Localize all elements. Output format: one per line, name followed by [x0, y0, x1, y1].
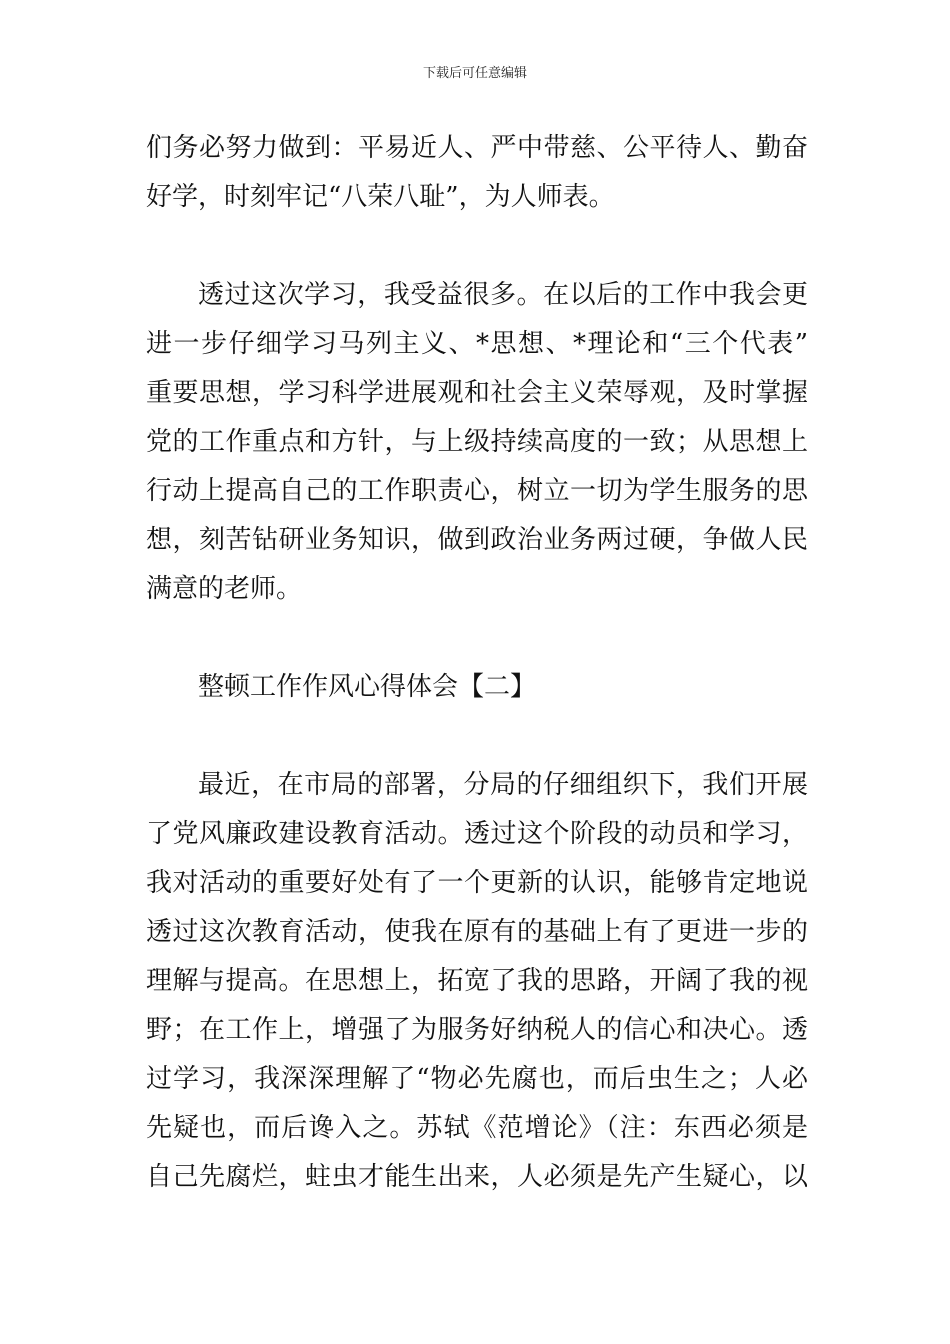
- paragraph-gap: [146, 222, 808, 271]
- text-line: 理解与提高。在思想上，拓宽了我的思路，开阔了我的视: [146, 966, 808, 996]
- text-line: 先疑也，而后谗入之。苏轼《范增论》（注：东西必须是: [146, 1113, 808, 1143]
- text-line: 党的工作重点和方针，与上级持续高度的一致；从思想上: [146, 427, 808, 457]
- text-line: 想，刻苦钻研业务知识，做到政治业务两过硬，争做人民: [146, 525, 808, 555]
- paragraph-gap: [146, 614, 808, 663]
- paragraph-1: [146, 124, 808, 222]
- text-line: 满意的老师。: [146, 574, 303, 604]
- paragraph-gap: [146, 712, 808, 761]
- text-line: 行动上提高自己的工作职责心，树立一切为学生服务的思: [146, 476, 808, 506]
- text-line: 了党风廉政建设教育活动。透过这个阶段的动员和学习，: [146, 819, 808, 849]
- text-line: 自己先腐烂，蛀虫才能生出来，人必须是先产生疑心，以: [146, 1162, 808, 1192]
- paragraph-3: [146, 761, 808, 1202]
- text-line: 重要思想，学习科学进展观和社会主义荣辱观，及时掌握: [146, 378, 808, 408]
- text-line: 透过这次学习，我受益很多。在以后的工作中我会更: [198, 280, 808, 310]
- text-line: 最近，在市局的部署，分局的仔细组织下，我们开展: [198, 770, 808, 800]
- paragraph-2: [146, 271, 808, 614]
- text-line: 们务必努力做到：平易近人、严中带慈、公平待人、勤奋: [146, 133, 808, 163]
- text-line: 我对活动的重要好处有了一个更新的认识，能够肯定地说: [146, 868, 808, 898]
- document-body: [146, 124, 808, 1202]
- text-line: 进一步仔细学习马列主义、*思想、*理论和“三个代表”: [146, 329, 808, 359]
- page-header: 下载后可任意编辑: [422, 66, 527, 81]
- section-heading: 整顿工作作风心得体会【二】: [198, 672, 537, 702]
- text-line: 野；在工作上，增强了为服务好纳税人的信心和决心。透: [146, 1015, 808, 1045]
- text-line: 过学习，我深深理解了“物必先腐也，而后虫生之；人必: [146, 1064, 808, 1094]
- text-line: 好学，时刻牢记“八荣八耻”，为人师表。: [146, 182, 615, 212]
- text-line: 透过这次教育活动，使我在原有的基础上有了更进一步的: [146, 917, 808, 947]
